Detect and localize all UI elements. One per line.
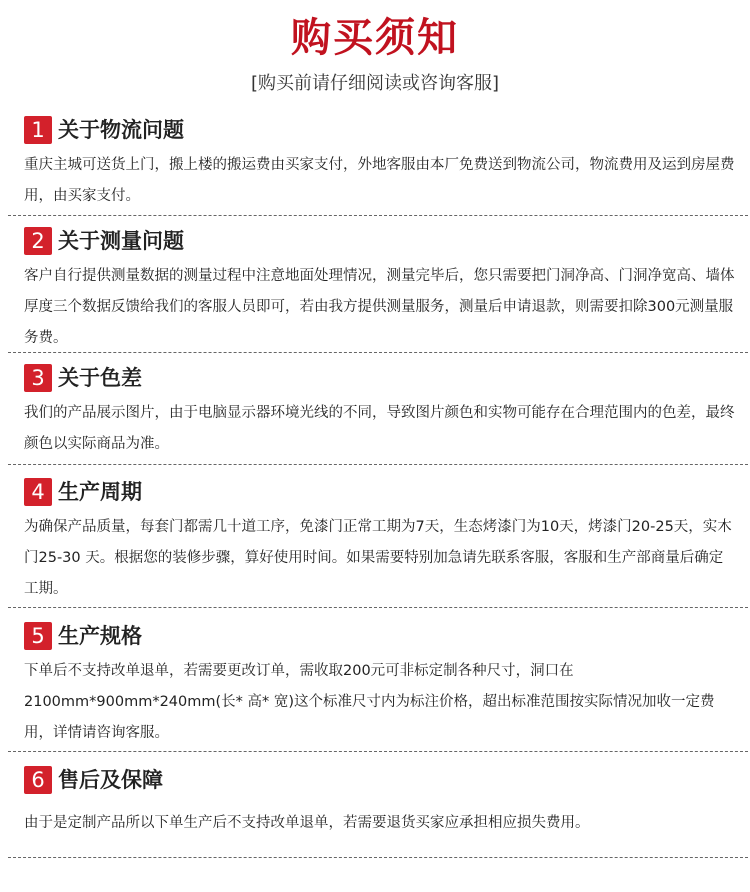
section-divider — [8, 857, 748, 858]
section-number-badge: 4 — [24, 478, 52, 506]
section-title: 生产规格 — [58, 624, 142, 648]
page-title: 购买须知 — [291, 15, 459, 61]
section-divider — [8, 215, 748, 216]
section-body: 我们的产品展示图片，由于电脑显示器环境光线的不同，导致图片颜色和实物可能存在合理范围内的色差，最终颜色以实际商品为准。 — [24, 405, 735, 452]
section-body: 下单后不支持改单退单，若需要更改订单，需收取200元可非标定制各种尺寸，洞口在 2100mm*900mm*240mm(长* 高* 宽)这个标准尺寸内为标注价格，超出标准范围按实际情况加收一定费用，详情请咨询客服。 — [24, 663, 715, 741]
section-number-badge: 6 — [24, 766, 52, 794]
section-title: 关于物流问题 — [58, 118, 184, 142]
section-number-badge: 2 — [24, 227, 52, 255]
section-number-badge: 1 — [24, 116, 52, 144]
section-number-badge: 5 — [24, 622, 52, 650]
section-body: 由于是定制产品所以下单生产后不支持改单退单，若需要退货买家应承担相应损失费用。 — [24, 815, 590, 831]
section-body: 为确保产品质量，每套门都需几十道工序，免漆门正常工期为7天，生态烤漆门为10天，烤漆门20-25天，实木门25-30 天。根据您的装修步骤，算好使用时间。如果需要特别加急请先联系客服，客服和生产部商量后确定工期。 — [24, 519, 732, 597]
section-number-badge: 3 — [24, 364, 52, 392]
section-divider — [8, 352, 748, 353]
section-title: 关于色差 — [58, 366, 142, 390]
section-body: 重庆主城可送货上门，搬上楼的搬运费由买家支付，外地客服由本厂免费送到物流公司，物流费用及运到房屋费用，由买家支付。 — [24, 157, 735, 204]
page-subtitle: [购买前请仔细阅读或咨询客服] — [250, 73, 500, 94]
section-divider — [8, 607, 748, 608]
section-title: 生产周期 — [58, 480, 142, 504]
section-title: 售后及保障 — [58, 768, 163, 792]
section-divider — [8, 751, 748, 752]
section-divider — [8, 464, 748, 465]
section-title: 关于测量问题 — [58, 229, 184, 253]
section-body: 客户自行提供测量数据的测量过程中注意地面处理情况，测量完毕后，您只需要把门洞净高、门洞净宽高、墙体厚度三个数据反馈给我们的客服人员即可，若由我方提供测量服务，测量后申请退款，则需要扣除300元测量服务费。 — [24, 268, 735, 346]
